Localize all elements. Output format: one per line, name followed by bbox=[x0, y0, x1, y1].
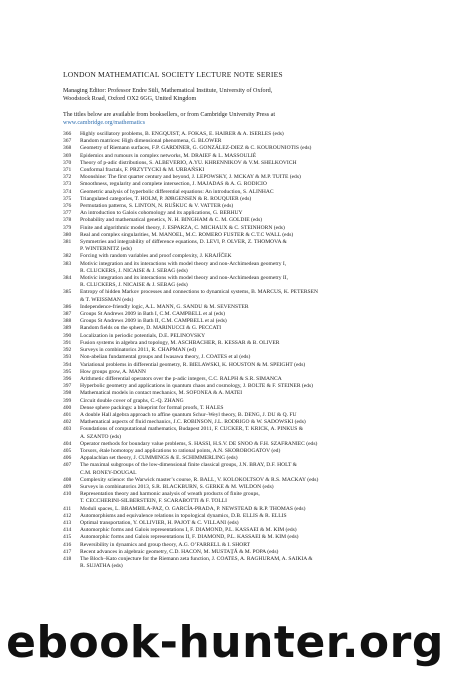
entry-line: Finite and algorithmic model theory, J. ESPARZA, C. MICHAUX & C. STEINHORN (eds) bbox=[80, 224, 285, 231]
entry-text bbox=[80, 217, 408, 224]
entry-line: Automorphisms and equivalence relations in topological dynamics, D.B. ELLIS & R. ELLIS bbox=[80, 512, 287, 519]
entry-number: 371 bbox=[63, 167, 72, 174]
list-item bbox=[63, 325, 408, 332]
entry-line: Geometry of Riemann surfaces, F.P. GARDINER, G. GONZÁLEZ-DIEZ & C. KOUROUNIOTIS (eds) bbox=[80, 145, 312, 152]
list-item bbox=[63, 160, 408, 167]
entry-text bbox=[80, 383, 408, 390]
entry-text bbox=[80, 462, 408, 476]
entry-number: 367 bbox=[63, 138, 72, 145]
entry-line: A. SZANTO (eds) bbox=[80, 433, 122, 440]
entry-text bbox=[80, 369, 408, 376]
entry-line: Random fields on the sphere, D. MARINUCCI & G. PECCATI bbox=[80, 325, 222, 332]
entry-text bbox=[80, 181, 408, 188]
entry-number: 379 bbox=[63, 224, 72, 231]
entry-line: R. SUJATHA (eds) bbox=[80, 563, 123, 570]
entry-number: 417 bbox=[63, 548, 72, 555]
entry-line: Probability and mathematical genetics, N. H. BINGHAM & C. M. GOLDIE (eds) bbox=[80, 217, 263, 224]
entry-text bbox=[80, 225, 408, 232]
entry-line: Entropy of hidden Markov processes and connections to dynamical systems, B. MARCUS, K. PETERSEN bbox=[80, 289, 319, 296]
list-item bbox=[63, 426, 408, 440]
entry-line: Geometric analysis of hyperbolic differential equations: An introduction, S. ALINHAC bbox=[80, 188, 274, 195]
entry-number: 374 bbox=[63, 188, 72, 195]
list-item bbox=[63, 189, 408, 196]
entry-number: 403 bbox=[63, 426, 72, 433]
entry-line: Permutation patterns, S. LINTON, N. RUŠKUC & V. VATTER (eds) bbox=[80, 203, 234, 210]
entry-text bbox=[80, 340, 408, 347]
entry-number: 392 bbox=[63, 347, 72, 354]
list-item bbox=[63, 196, 408, 203]
entry-text bbox=[80, 131, 408, 138]
list-item bbox=[63, 477, 408, 484]
list-item bbox=[63, 217, 408, 224]
entry-line: Automorphic forms and Galois representations II, F. DIAMOND, P.L. KASSAEI & M. KIM (eds) bbox=[80, 534, 299, 541]
entry-number: 377 bbox=[63, 210, 72, 217]
entry-number: 388 bbox=[63, 318, 72, 325]
list-item bbox=[63, 203, 408, 210]
list-item bbox=[63, 506, 408, 513]
entry-line: Complexity science: the Warwick master’s course, R. BALL, V. KOLOKOLTSOV & R.S. MACKAY (eds) bbox=[80, 476, 319, 483]
entry-number: 390 bbox=[63, 332, 72, 339]
list-item bbox=[63, 534, 408, 541]
list-item bbox=[63, 362, 408, 369]
entry-line: Fusion systems in algebra and topology, M. ASCHBACHER, R. KESSAR & B. OLIVER bbox=[80, 339, 280, 346]
entry-number: 369 bbox=[63, 152, 72, 159]
entry-text bbox=[80, 398, 408, 405]
entry-number: 415 bbox=[63, 534, 72, 541]
list-item bbox=[63, 153, 408, 160]
entry-number: 389 bbox=[63, 325, 72, 332]
entry-line: Representation theory and harmonic analysis of wreath products of finite groups, bbox=[80, 491, 260, 498]
entry-line: Motivic integration and its interactions with model theory and non-Archimedean geometry I, bbox=[80, 260, 287, 267]
entry-text bbox=[80, 390, 408, 397]
availability-block bbox=[63, 112, 408, 127]
list-item bbox=[63, 354, 408, 361]
entry-line: Localization in periodic potentials, D.E. PELINOVSKY bbox=[80, 332, 206, 339]
entry-text bbox=[80, 153, 408, 160]
list-item bbox=[63, 542, 408, 549]
entry-line: P. WINTERNITZ (eds) bbox=[80, 246, 132, 253]
list-item bbox=[63, 556, 408, 570]
list-item bbox=[63, 398, 408, 405]
list-item bbox=[63, 225, 408, 232]
entry-line: How groups grow, A. MANN bbox=[80, 368, 146, 375]
entry-number: 368 bbox=[63, 145, 72, 152]
entry-line: Moduli spaces, L. BRAMBILA-PAZ, O. GARCÍA-PRADA, P. NEWSTEAD & R.P. THOMAS (eds) bbox=[80, 505, 306, 512]
entry-line: R. CLUCKERS, J. NICAISE & J. SEBAG (eds) bbox=[80, 267, 188, 274]
entry-text bbox=[80, 556, 408, 570]
entry-line: Theory of p-adic distributions, S. ALBEVERIO, A.YU. KHRENNIKOV & V.M. SHELKOVICH bbox=[80, 159, 297, 166]
entry-line: Non-abelian fundamental groups and Iwasawa theory, J. COATES et al (eds) bbox=[80, 354, 251, 361]
entry-number: 370 bbox=[63, 159, 72, 166]
entry-number: 366 bbox=[63, 131, 72, 137]
entry-number: 412 bbox=[63, 512, 72, 519]
entry-text bbox=[80, 160, 408, 167]
list-item bbox=[63, 383, 408, 390]
entry-text bbox=[80, 325, 408, 332]
entry-number: 380 bbox=[63, 231, 72, 238]
entry-text bbox=[80, 542, 408, 549]
list-item bbox=[63, 340, 408, 347]
entry-text bbox=[80, 275, 408, 289]
editor-line: Managing Editor: Professor Endre Süli, Mathematical Institute, University of Oxford, bbox=[63, 88, 273, 94]
watermark-text: ebook-hunter.org bbox=[6, 617, 444, 668]
list-item bbox=[63, 369, 408, 376]
entry-number: 387 bbox=[63, 311, 72, 318]
entry-number: 399 bbox=[63, 397, 72, 404]
list-item bbox=[63, 239, 408, 253]
entry-number: 381 bbox=[63, 239, 72, 246]
entry-text bbox=[80, 253, 408, 260]
entry-line: Epidemics and rumours in complex networks, M. DRAIEF & L. MASSOULIÉ bbox=[80, 152, 257, 159]
availability-link[interactable]: www.cambridge.org/mathematics bbox=[63, 119, 146, 126]
entry-line: Groups St Andrews 2009 in Bath II, C.M. CAMPBELL et al (eds) bbox=[80, 318, 227, 325]
entry-line: Smoothness, regularity and complete intersection, J. MAJADAS & A. G. RODICIO bbox=[80, 181, 267, 188]
list-item bbox=[63, 131, 408, 138]
list-item bbox=[63, 304, 408, 311]
entry-text bbox=[80, 333, 408, 340]
entry-text bbox=[80, 506, 408, 513]
entry-text bbox=[80, 477, 408, 484]
entry-number: 407 bbox=[63, 462, 72, 469]
entry-number: 383 bbox=[63, 260, 72, 267]
list-item bbox=[63, 513, 408, 520]
entry-number: 408 bbox=[63, 476, 72, 483]
entry-line: Operator methods for boundary value problems, S. HASSI, H.S.V. DE SNOO & F.H. SZAFRANIEC (eds) bbox=[80, 440, 318, 447]
entry-number: 394 bbox=[63, 361, 72, 368]
entry-line: Dense sphere packings: a blueprint for formal proofs, T. HALES bbox=[80, 404, 224, 411]
entry-line: The maximal subgroups of the low-dimensional finite classical groups, J.N. BRAY, D.F. HOLT & bbox=[80, 462, 297, 469]
entry-number: 416 bbox=[63, 541, 72, 548]
entry-line: Appalachian set theory, J. CUMMINGS & E. SCHIMMERLING (eds) bbox=[80, 455, 238, 462]
entry-text bbox=[80, 362, 408, 369]
entry-line: Independence-friendly logic, A.L. MANN, G. SANDU & M. SEVENSTER bbox=[80, 303, 249, 310]
entry-number: 409 bbox=[63, 483, 72, 490]
entry-line: Circuit double cover of graphs, C.-Q. ZHANG bbox=[80, 397, 184, 404]
entry-line: T. CECCHERINI-SILBERSTEIN, F. SCARABOTTI & F. TOLLI bbox=[80, 498, 228, 505]
entry-number: 404 bbox=[63, 440, 72, 447]
entry-text bbox=[80, 491, 408, 505]
entry-line: Automorphic forms and Galois representations I, F. DIAMOND, P.L. KASSAEI & M. KIM (eds) bbox=[80, 527, 297, 534]
entry-text bbox=[80, 441, 408, 448]
editor-line: Woodstock Road, Oxford OX2 6GG, United Kingdom bbox=[63, 95, 197, 102]
list-item bbox=[63, 261, 408, 275]
list-item bbox=[63, 333, 408, 340]
list-item bbox=[63, 232, 408, 239]
entry-line: Torsors, étale homotopy and applications to rational points, A.N. SKOROBOGATOV (ed) bbox=[80, 447, 281, 454]
entry-line: & T. WEISSMAN (eds) bbox=[80, 296, 134, 303]
entry-number: 405 bbox=[63, 447, 72, 454]
list-item bbox=[63, 441, 408, 448]
entry-text bbox=[80, 354, 408, 361]
entry-line: A double Hall algebra approach to affine quantum Schur–Weyl theory, B. DENG, J. DU & Q. FU bbox=[80, 411, 297, 418]
entry-text bbox=[80, 405, 408, 412]
managing-editor-block bbox=[63, 88, 408, 103]
entry-text bbox=[80, 534, 408, 541]
entry-number: 376 bbox=[63, 203, 72, 210]
entry-line: Highly oscillatory problems, B. ENGQUIST, A. FOKAS, E. HAIRER & A. ISERLES (eds) bbox=[80, 131, 284, 137]
entry-line: Variational problems in differential geometry, R. BIELAWSKI, K. HOUSTON & M. SPEIGHT (eds) bbox=[80, 361, 306, 368]
entry-text bbox=[80, 426, 408, 440]
entry-line: Surveys in combinatorics 2011, R. CHAPMAN (ed) bbox=[80, 347, 196, 354]
entry-line: Moonshine: The first quarter century and beyond, J. LEPOWSKY, J. MCKAY & M.P. TUITE (eds) bbox=[80, 174, 301, 181]
entry-text bbox=[80, 232, 408, 239]
entry-line: An introduction to Galois cohomology and its applications, G. BERHUY bbox=[80, 210, 243, 217]
entry-number: 385 bbox=[63, 289, 72, 296]
entry-number: 402 bbox=[63, 419, 72, 426]
entry-line: Conformal fractals, F. PRZYTYCKI & M. URBAŃSKI bbox=[80, 167, 205, 174]
entry-number: 384 bbox=[63, 275, 72, 282]
entry-line: Mathematical models in contact mechanics, M. SOFONEA & A. MATEI bbox=[80, 390, 243, 397]
entry-line: Reversibility in dynamics and group theory, A.G. O’FARRELL & I. SHORT bbox=[80, 541, 251, 548]
entry-number: 395 bbox=[63, 368, 72, 375]
entry-line: Surveys in combinatorics 2013, S.R. BLACKBURN, S. GERKE & M. WILDON (eds) bbox=[80, 483, 274, 490]
entry-line: Real and complex singularities, M. MANOEL, M.C. ROMERO FUSTER & C.T.C WALL (eds) bbox=[80, 231, 294, 238]
entry-number: 401 bbox=[63, 411, 72, 418]
list-item bbox=[63, 174, 408, 181]
entry-line: Forcing with random variables and proof complexity, J. KRAJÍČEK bbox=[80, 253, 232, 260]
entry-text bbox=[80, 203, 408, 210]
entry-number: 373 bbox=[63, 181, 72, 188]
entry-text bbox=[80, 196, 408, 203]
list-item bbox=[63, 390, 408, 397]
entry-number: 397 bbox=[63, 383, 72, 390]
entry-line: Random matrices: High dimensional phenomena, G. BLOWER bbox=[80, 138, 222, 145]
entry-line: Arithmetic differential operators over the p-adic integers, C.C. RALPH & S.R. SIMANCA bbox=[80, 375, 282, 382]
entry-number: 410 bbox=[63, 491, 72, 498]
entry-number: 372 bbox=[63, 174, 72, 181]
list-item bbox=[63, 181, 408, 188]
entry-text bbox=[80, 174, 408, 181]
entry-line: R. CLUCKERS, J. NICAISE & J. SEBAG (eds) bbox=[80, 282, 188, 289]
entry-number: 398 bbox=[63, 390, 72, 397]
entry-text bbox=[80, 513, 408, 520]
entry-line: Hyperbolic geometry and applications in quantum chaos and cosmology, J. BOLTE & F. STEINER (eds) bbox=[80, 383, 313, 390]
list-item bbox=[63, 462, 408, 476]
watermark-banner bbox=[0, 610, 450, 675]
availability-text: The titles below are available from booksellers, or from Cambridge University Press at bbox=[63, 112, 276, 118]
entry-line: Groups St Andrews 2009 in Bath I, C.M. CAMPBELL et al (eds) bbox=[80, 311, 225, 318]
list-item bbox=[63, 405, 408, 412]
entry-line: Motivic integration and its interactions with model theory and non-Archimedean geometry II, bbox=[80, 275, 288, 282]
list-item bbox=[63, 491, 408, 505]
entry-line: Symmetries and integrability of difference equations, D. LEVI, P. OLVER, Z. THOMOVA & bbox=[80, 239, 287, 246]
series-title: LONDON MATHEMATICAL SOCIETY LECTURE NOTE SERIES bbox=[63, 70, 283, 79]
entry-number: 414 bbox=[63, 527, 72, 534]
entry-line: Foundations of computational mathematics, Budapest 2011, F. CUCKER, T. KRICK, A. PINKUS & bbox=[80, 426, 304, 433]
list-item bbox=[63, 145, 408, 152]
entry-number: 391 bbox=[63, 339, 72, 346]
entry-text bbox=[80, 189, 408, 196]
entry-line: Mathematical aspects of fluid mechanics, J.C. ROBINSON, J.L. RODRIGO & W. SADOWSKI (eds) bbox=[80, 419, 306, 426]
entry-number: 400 bbox=[63, 404, 72, 411]
entry-text bbox=[80, 289, 408, 303]
entry-line: Recent advances in algebraic geometry, C.D. HACON, M. MUSTAŢĂ & M. POPA (eds) bbox=[80, 548, 279, 555]
list-item bbox=[63, 275, 408, 289]
entry-number: 396 bbox=[63, 375, 72, 382]
entry-number: 393 bbox=[63, 354, 72, 361]
list-item bbox=[63, 253, 408, 260]
entry-number: 386 bbox=[63, 303, 72, 310]
entry-text bbox=[80, 304, 408, 311]
list-item bbox=[63, 289, 408, 303]
entry-text bbox=[80, 261, 408, 275]
entry-line: Optimal transportation, Y. OLLIVIER, H. PAJOT & C. VILLANI (eds) bbox=[80, 519, 239, 526]
title-list bbox=[63, 131, 408, 570]
entry-number: 411 bbox=[63, 505, 72, 512]
entry-text bbox=[80, 239, 408, 253]
entry-number: 378 bbox=[63, 217, 72, 224]
entry-line: C.M. RONEY-DOUGAL bbox=[80, 469, 137, 476]
entry-number: 406 bbox=[63, 455, 72, 462]
entry-number: 418 bbox=[63, 555, 72, 562]
entry-text bbox=[80, 145, 408, 152]
entry-number: 382 bbox=[63, 253, 72, 260]
entry-number: 375 bbox=[63, 195, 72, 202]
entry-line: The Bloch–Kato conjecture for the Riemann zeta function, J. COATES, A. RAGHURAM, A. SAIKIA & bbox=[80, 555, 313, 562]
entry-line: Triangulated categories, T. HOLM, P. JØRGENSEN & R. ROUQUIER (eds) bbox=[80, 195, 252, 202]
entry-number: 413 bbox=[63, 519, 72, 526]
entry-text bbox=[80, 549, 408, 556]
list-item bbox=[63, 549, 408, 556]
